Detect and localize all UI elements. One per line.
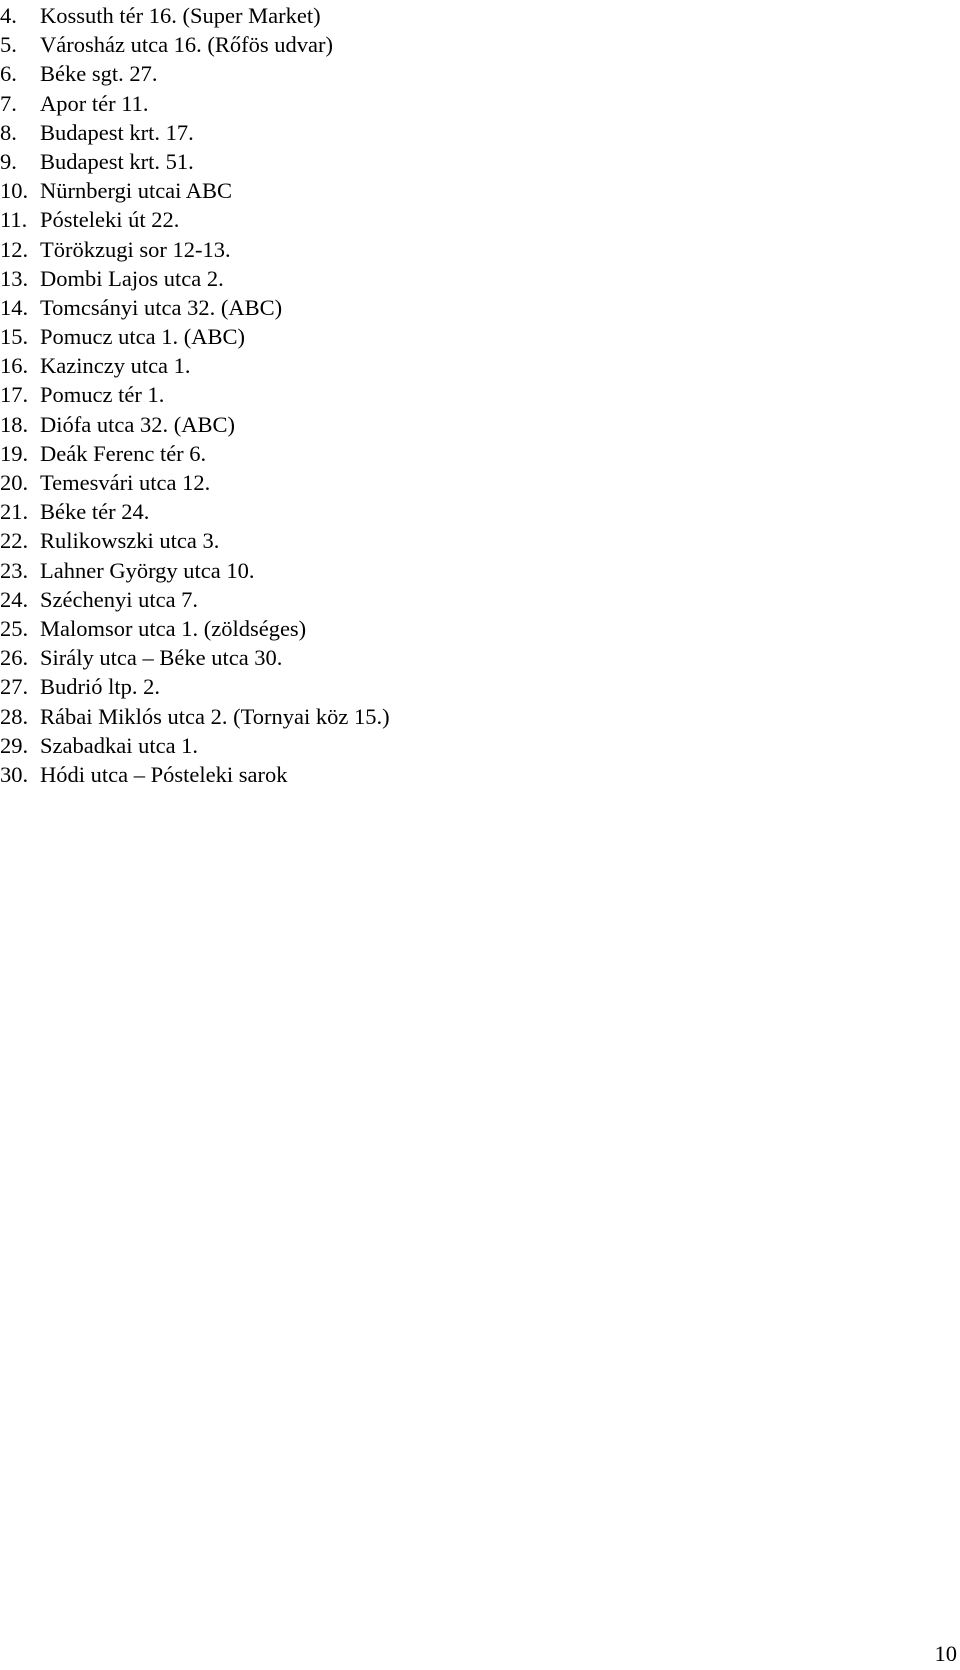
- item-number: 22.: [0, 528, 29, 554]
- item-number: 27.: [0, 674, 29, 700]
- item-text: Deák Ferenc tér 6.: [40, 440, 207, 466]
- item-text: Sirály utca – Béke utca 30.: [40, 645, 283, 671]
- item-text: Dombi Lajos utca 2.: [40, 265, 224, 291]
- item-text: Budrió ltp. 2.: [40, 674, 161, 700]
- item-text: Apor tér 11.: [40, 90, 149, 116]
- list-item: [0, 468, 390, 497]
- item-number: 9.: [0, 148, 17, 174]
- item-text: Budapest krt. 17.: [40, 119, 194, 145]
- list-item: [0, 672, 390, 701]
- item-number: 26.: [0, 645, 29, 671]
- item-number: 23.: [0, 557, 29, 583]
- list-item: [0, 1, 390, 30]
- list-item: [0, 556, 390, 585]
- list-item: [0, 351, 390, 380]
- item-text: Rábai Miklós utca 2. (Tornyai köz 15.): [40, 703, 390, 729]
- item-number: 21.: [0, 499, 29, 525]
- list-item: [0, 235, 390, 264]
- item-number: 30.: [0, 761, 29, 787]
- item-number: 15.: [0, 324, 29, 350]
- list-item: [0, 322, 390, 351]
- item-text: Nürnbergi utcai ABC: [40, 178, 233, 204]
- list-item: [0, 643, 390, 672]
- item-text: Rulikowszki utca 3.: [40, 528, 220, 554]
- item-text: Pomucz tér 1.: [40, 382, 165, 408]
- item-text: Diófa utca 32. (ABC): [40, 411, 235, 437]
- list-item: [0, 147, 390, 176]
- item-text: Budapest krt. 51.: [40, 148, 194, 174]
- list-item: [0, 702, 390, 731]
- item-text: Pomucz utca 1. (ABC): [40, 324, 245, 350]
- item-text: Kazinczy utca 1.: [40, 353, 191, 379]
- list-item: [0, 118, 390, 147]
- item-number: 18.: [0, 411, 29, 437]
- item-number: 7.: [0, 90, 17, 116]
- item-number: 8.: [0, 119, 17, 145]
- item-number: 4.: [0, 3, 17, 28]
- list-item: [0, 526, 390, 555]
- list-item: [0, 205, 390, 234]
- item-text: Temesvári utca 12.: [40, 470, 211, 495]
- item-number: 29.: [0, 732, 29, 758]
- item-text: Lahner György utca 10.: [40, 557, 255, 583]
- item-number: 16.: [0, 353, 29, 379]
- address-list: [0, 1, 390, 789]
- list-item: [0, 30, 390, 59]
- list-item: [0, 614, 390, 643]
- item-text: Törökzugi sor 12-13.: [40, 236, 231, 262]
- item-number: 20.: [0, 470, 29, 495]
- item-number: 19.: [0, 440, 29, 466]
- item-number: 10.: [0, 178, 29, 204]
- item-number: 6.: [0, 61, 17, 87]
- list-item: [0, 731, 390, 760]
- item-text: Malomsor utca 1. (zöldséges): [40, 615, 307, 641]
- item-number: 11.: [0, 207, 28, 233]
- list-item: [0, 59, 390, 88]
- item-number: 28.: [0, 703, 29, 729]
- list-item: [0, 264, 390, 293]
- list-item: [0, 760, 390, 789]
- list-item: [0, 585, 390, 614]
- list-item: [0, 497, 390, 526]
- item-number: 24.: [0, 586, 29, 612]
- item-text: Széchenyi utca 7.: [40, 586, 199, 612]
- item-text: Béke tér 24.: [40, 499, 150, 525]
- page-number: 10: [934, 1641, 957, 1666]
- item-text: Kossuth tér 16. (Super Market): [40, 3, 321, 28]
- item-number: 14.: [0, 294, 29, 320]
- item-number: 25.: [0, 615, 29, 641]
- item-number: 17.: [0, 382, 29, 408]
- item-number: 12.: [0, 236, 29, 262]
- item-number: 5.: [0, 32, 17, 58]
- item-text: Pósteleki út 22.: [40, 207, 180, 233]
- item-text: Tomcsányi utca 32. (ABC): [40, 294, 283, 320]
- list-item: [0, 410, 390, 439]
- item-text: Szabadkai utca 1.: [40, 732, 199, 758]
- item-number: 13.: [0, 265, 29, 291]
- list-item: [0, 176, 390, 205]
- list-item: [0, 89, 390, 118]
- list-item: [0, 380, 390, 409]
- item-text: Hódi utca – Pósteleki sarok: [40, 761, 288, 787]
- list-item: [0, 293, 390, 322]
- item-text: Béke sgt. 27.: [40, 61, 158, 87]
- list-item: [0, 439, 390, 468]
- item-text: Városház utca 16. (Rőfös udvar): [40, 32, 334, 58]
